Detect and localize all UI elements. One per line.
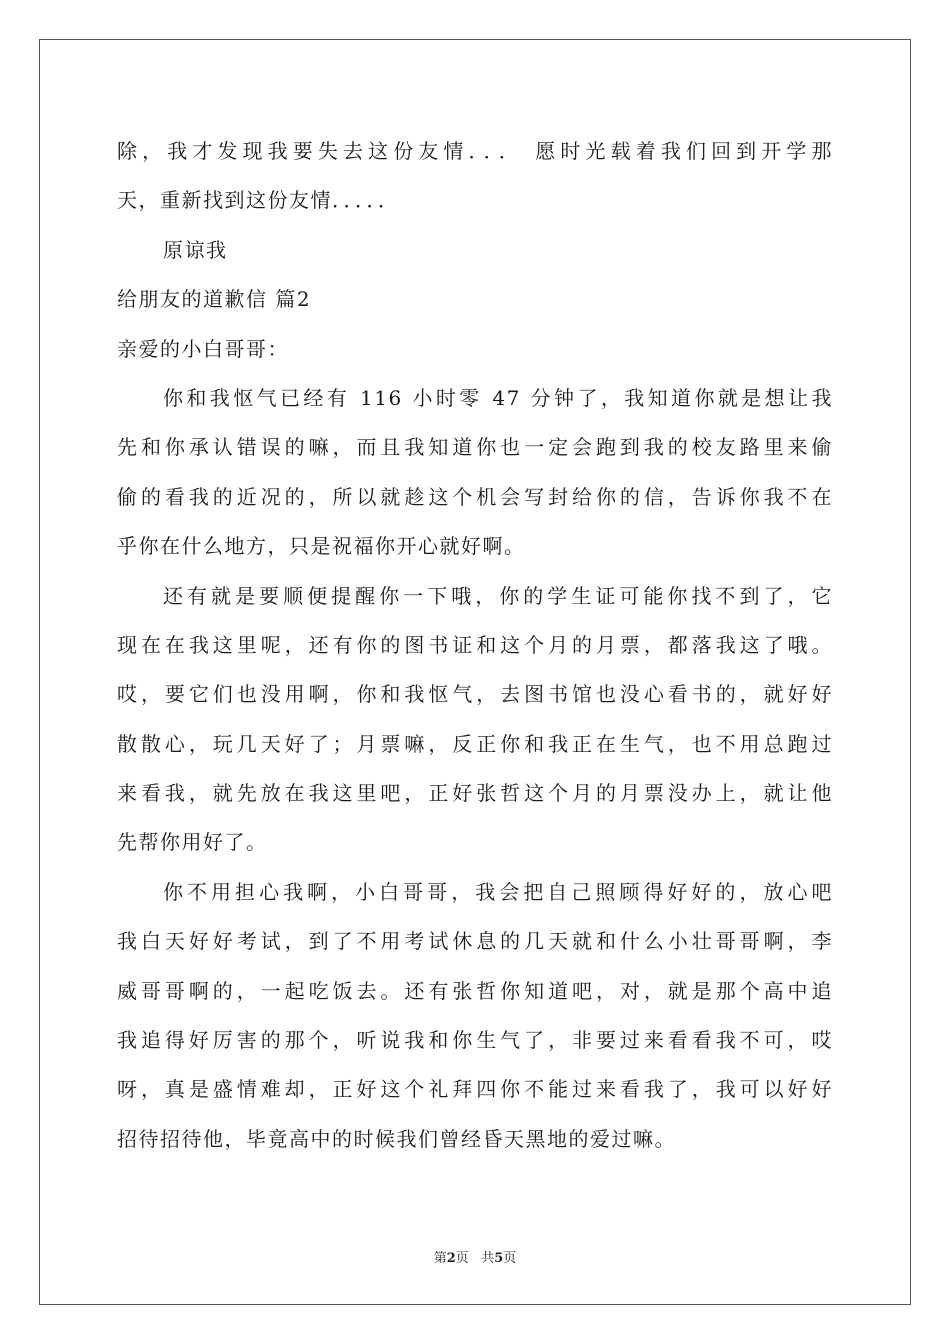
text-line: 散散心，玩几天好了；月票嘛，反正你和我正在生气，也不用总跑过: [117, 731, 833, 756]
text-line: 招待招待他，毕竟高中的时候我们曾经昏天黑地的爱过嘛。: [117, 1126, 676, 1151]
footer-total-pages: 5: [494, 1251, 504, 1266]
text-line: 呀，真是盛情难却，正好这个礼拜四你不能过来看我了，我可以好好: [117, 1077, 833, 1102]
page-footer: [0, 1247, 950, 1266]
text-line: 哎，要它们也没用啊，你和我怄气，去图书馆也没心看书的，就好好: [117, 682, 833, 707]
text-line: 除，我才发现我要失去这份友情．．． 愿时光载着我们回到开学那: [117, 139, 833, 163]
text-line: 我白天好好考试，到了不用考试休息的几天就和什么小壮哥哥啊，李: [117, 929, 833, 954]
text-line: 还有就是要顺便提醒你一下哦，你的学生证可能你找不到了，它: [163, 583, 833, 608]
text-line: 偷的看我的近况的，所以就趁这个机会写封给你的信，告诉你我不在: [117, 484, 833, 509]
text-line: 威哥哥啊的，一起吃饭去。还有张哲你知道吧，对，就是那个高中追: [117, 978, 833, 1003]
text-line: 给朋友的道歉信 篇2: [117, 287, 312, 312]
text-line: 来看我，就先放在我这里吧，正好张哲这个月的月票没办上，就让他: [117, 781, 833, 806]
document-body: [117, 127, 833, 1164]
text-line: 原谅我: [163, 237, 228, 262]
text-line: 先帮你用好了。: [117, 830, 268, 855]
text-line: 乎你在什么地方，只是祝福你开心就好啊。: [117, 534, 526, 559]
text-line: 天，重新找到这份友情．．．．．: [117, 188, 400, 213]
footer-current-page: 2: [446, 1251, 456, 1266]
footer-prefix: 第: [433, 1251, 447, 1266]
text-line: 你不用担心我啊，小白哥哥，我会把自己照顾得好好的，放心吧: [163, 879, 833, 904]
footer-total-word: 页: [503, 1251, 517, 1266]
text-line: 现在在我这里呢，还有你的图书证和这个月的月票，都落我这了哦。: [117, 632, 833, 657]
text-line: 先和你承认错误的嘛，而且我知道你也一定会跑到我的校友路里来偷: [117, 435, 833, 460]
text-line: 你和我怄气已经有 116 小时零 47 分钟了，我知道你就是想让我: [163, 385, 833, 410]
text-line: 亲爱的小白哥哥：: [117, 336, 289, 361]
footer-total-prefix: 共: [481, 1251, 495, 1266]
text-line: 我追得好厉害的那个，听说我和你生气了，非要过来看看我不可，哎: [117, 1028, 833, 1053]
footer-page-word: 页: [455, 1251, 469, 1266]
